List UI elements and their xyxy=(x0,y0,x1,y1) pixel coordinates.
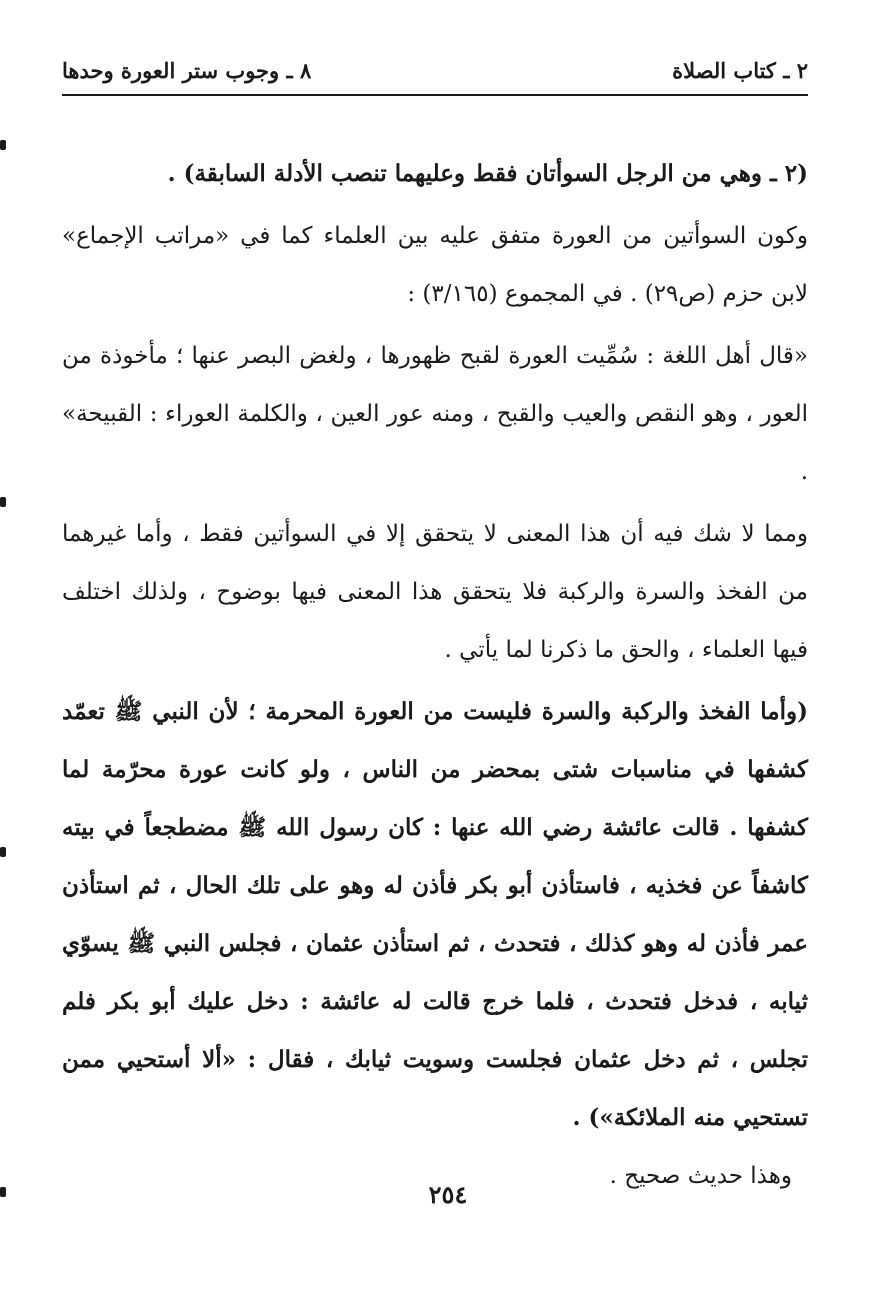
page-body xyxy=(62,145,808,1205)
margin-mark xyxy=(0,1187,6,1197)
page-number: ٢٥٤ xyxy=(428,1180,468,1209)
running-header xyxy=(62,52,808,96)
paragraph-2: وكون السوأتين من العورة متفق عليه بين العلماء كما في «مراتب الإجماع» لابن حزم (ص٢٩) . في المجموع (٣/١٦٥) : xyxy=(62,223,808,307)
paragraph-4: ومما لا شك فيه أن هذا المعنى لا يتحقق إلا في السوأتين فقط ، وأما غيرهما من الفخذ والسرة والركبة فلا يتحقق هذا المعنى فيها بوضوح ، ولذلك اختلف فيها العلماء ، والحق ما ذكرنا لما يأتي . xyxy=(62,521,808,663)
closing-line: وهذا حديث صحيح . xyxy=(609,1163,792,1189)
margin-mark xyxy=(0,497,6,507)
paragraph-1: (٢ ـ وهي من الرجل السوأتان فقط وعليهما تنصب الأدلة السابقة) . xyxy=(167,160,808,187)
header-section-title: ٨ ـ وجوب ستر العورة وحدها xyxy=(62,58,312,83)
paragraph-5: (وأما الفخذ والركبة والسرة فليست من العورة المحرمة ؛ لأن النبي ﷺ تعمّد كشفها في مناسبات شتى بمحضر من الناس ، ولو كانت عورة محرّمة لما كشفها . قالت عائشة رضي الله عنها : كان رسول الله ﷺ مضطجعاً في بيته كاشفاً عن فخذيه ، فاستأذن أبو بكر فأذن له وهو على تلك الحال ، ثم استأذن عمر فأذن له وهو كذلك ، فتحدث ، ثم استأذن عثمان ، فجلس النبي ﷺ يسوّي ثيابه ، فدخل فتحدث ، فلما خرج قالت له عائشة : دخل عليك أبو بكر فلم تجلس ، ثم دخل عثمان فجلست وسويت ثيابك ، فقال : «ألا أستحيي ممن تستحيي منه الملائكة») . xyxy=(62,698,808,1131)
margin-mark xyxy=(0,847,6,857)
margin-mark xyxy=(0,140,6,150)
paragraph-3: «قال أهل اللغة : سُمِّيت العورة لقبح ظهورها ، ولغض البصر عنها ؛ مأخوذة من العور ، وهو النقص والعيب والقبح ، ومنه عور العين ، والكلمة العوراء : القبيحة» . xyxy=(62,343,808,485)
header-chapter-title: ٢ ـ كتاب الصلاة xyxy=(672,58,808,83)
